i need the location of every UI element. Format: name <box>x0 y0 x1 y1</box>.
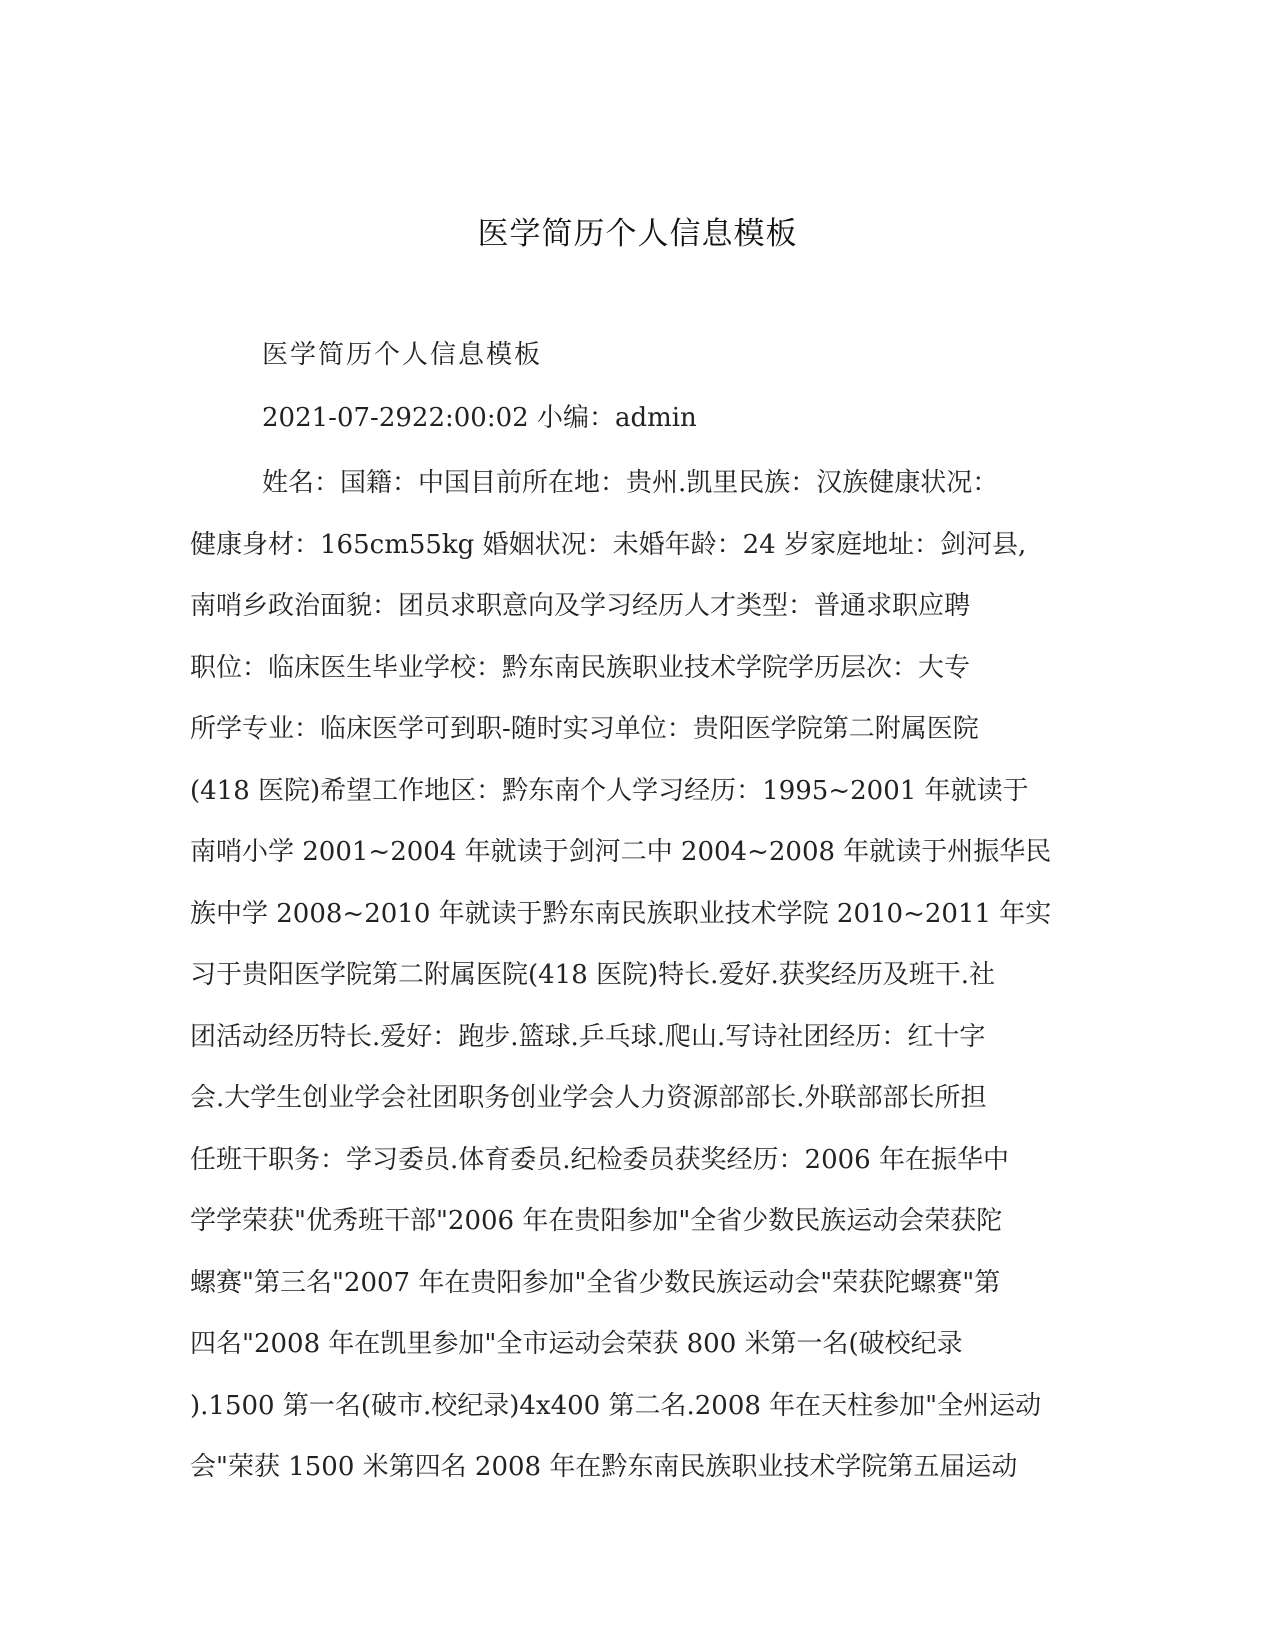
body-line: 会.大学生创业学会社团职务创业学会人力资源部部长.外联部部长所担 <box>190 1083 987 1113</box>
body-line: 学学荣获"优秀班干部"2006 年在贵阳参加"全省少数民族运动会荣获陀 <box>190 1206 1003 1236</box>
body-line: 族中学 2008~2010 年就读于黔东南民族职业技术学院 2010~2011 年实 <box>190 898 1052 929</box>
body-line: ).1500 第一名(破市.校纪录)4x400 第二名.2008 年在天柱参加"全州运动 <box>190 1390 1042 1421</box>
body-line: (418 医院)希望工作地区：黔东南个人学习经历：1995~2001 年就读于 <box>190 775 1029 806</box>
body-line: 会"荣获 1500 米第四名 2008 年在黔东南民族职业技术学院第五届运动 <box>190 1452 1018 1482</box>
body-paragraph <box>190 453 1070 1499</box>
publish-dateline: 2021-07-2922:00:02 小编：admin <box>262 403 697 433</box>
body-line: 职位：临床医生毕业学校：黔东南民族职业技术学院学历层次：大专 <box>190 652 971 683</box>
body-line: 团活动经历特长.爱好：跑步.篮球.乒乓球.爬山.写诗社团经历：红十字 <box>190 1021 986 1052</box>
body-line: 螺赛"第三名"2007 年在贵阳参加"全省少数民族运动会"荣获陀螺赛"第 <box>190 1267 1001 1298</box>
body-line: 南哨乡政治面貌：团员求职意向及学习经历人才类型：普通求职应聘 <box>190 591 971 621</box>
body-line: 姓名：国籍：中国目前所在地：贵州.凯里民族：汉族健康状况： <box>262 468 999 498</box>
body-line: 健康身材：165cm55kg 婚姻状况：未婚年龄：24 岁家庭地址：剑河县, <box>190 529 1027 560</box>
body-line: 四名"2008 年在凯里参加"全市运动会荣获 800 米第一名(破校纪录 <box>190 1329 963 1359</box>
body-line: 习于贵阳医学院第二附属医院(418 医院)特长.爱好.获奖经历及班干.社 <box>190 960 995 990</box>
body-line: 任班干职务：学习委员.体育委员.纪检委员获奖经历：2006 年在振华中 <box>190 1144 1009 1175</box>
document-title: 医学简历个人信息模板 <box>477 216 798 252</box>
body-line: 南哨小学 2001~2004 年就读于剑河二中 2004~2008 年就读于州振华民 <box>190 837 1052 867</box>
document-subtitle: 医学简历个人信息模板 <box>262 340 543 370</box>
body-line: 所学专业：临床医学可到职-随时实习单位：贵阳医学院第二附属医院 <box>190 714 979 744</box>
